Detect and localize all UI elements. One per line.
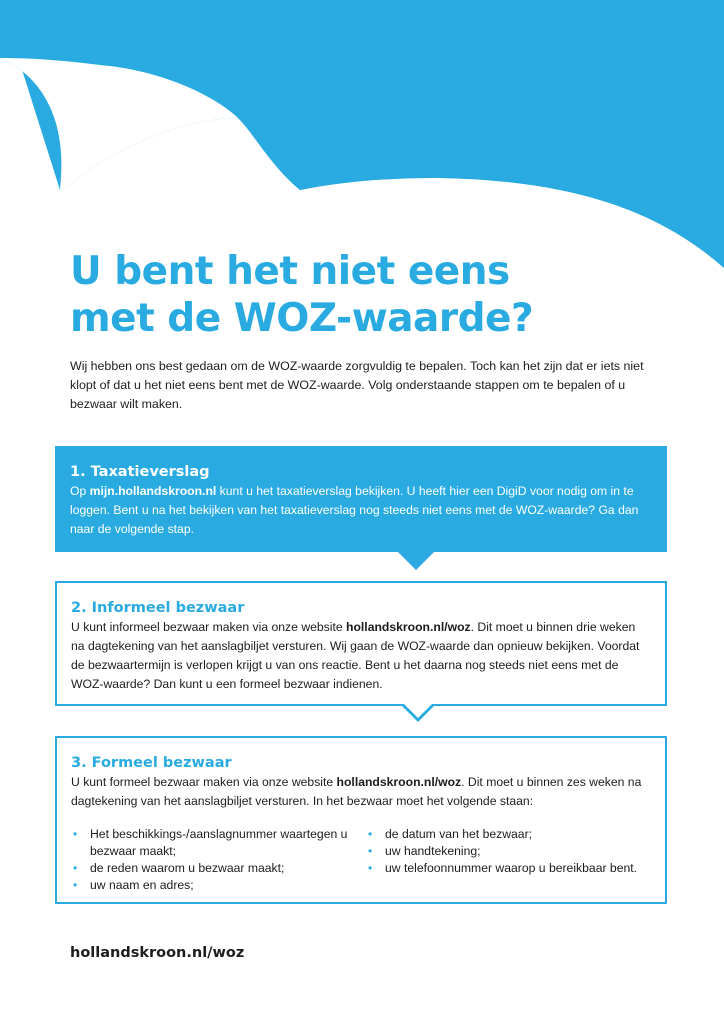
- requirements-list-right: [366, 826, 637, 894]
- step2-text-after: . Dit moet u binnen drie weken na dagtekening van het aanslagbiljet versturen. Wij gaan de WOZ-waarde dan opnieuw bekijken. Voordat de bezwaartermijn is verlopen krijgt u van ons reactie. Bent u het daarna nog steeds niet eens met de WOZ-waarde? Dan kunt u een formeel bezwaar indienen.: [71, 620, 640, 691]
- list-item-text: de reden waarom u bezwaar maakt;: [90, 861, 285, 875]
- footer-website-link[interactable]: hollandskroon.nl/woz: [70, 945, 245, 961]
- step-informeel-bezwaar: [55, 581, 667, 706]
- step1-text-after: kunt u het taxatieverslag bekijken. U heeft hier een DigiD voor nodig om in te loggen. Bent u na het bekijken van het taxatieverslag nog steeds niet eens met de WOZ-waarde? Ga dan naar de volgende stap.: [70, 484, 639, 536]
- step1-title: 1. Taxatieverslag: [70, 464, 210, 480]
- list-item-text: uw naam en adres;: [90, 878, 194, 892]
- requirements-list-left: [71, 826, 366, 894]
- step2-title: 2. Informeel bezwaar: [71, 600, 245, 616]
- step1-link[interactable]: mijn.hollandskroon.nl: [89, 484, 217, 498]
- list-item: [71, 826, 366, 860]
- requirements-list: [71, 826, 651, 894]
- step1-body: [70, 482, 651, 539]
- step3-title: 3. Formeel bezwaar: [71, 755, 232, 771]
- step2-down-arrow-inner: [403, 703, 433, 718]
- step3-link[interactable]: hollandskroon.nl/woz: [336, 775, 462, 789]
- step2-link[interactable]: hollandskroon.nl/woz: [346, 620, 471, 634]
- bullet-icon: •: [368, 844, 373, 858]
- bullet-icon: •: [368, 827, 373, 841]
- step-formeel-bezwaar: [55, 736, 667, 904]
- page-title-line1: U bent het niet eens: [70, 249, 510, 294]
- bullet-icon: •: [73, 827, 78, 841]
- list-item-text: Het beschikkings-/aanslagnummer waartegen u bezwaar maakt;: [90, 827, 348, 858]
- step3-text-after: . Dit moet u binnen zes weken na dagtekening van het aanslagbiljet versturen. In het bezwaar moet het volgende staan:: [71, 775, 642, 808]
- step1-text-before: Op: [70, 484, 90, 498]
- step1-down-arrow: [398, 552, 434, 570]
- step-taxatieverslag: [55, 446, 667, 552]
- step2-body: [71, 618, 651, 694]
- page-title-line2: met de WOZ-waarde?: [70, 296, 534, 341]
- bullet-icon: •: [73, 878, 78, 892]
- step2-text-before: U kunt informeel bezwaar maken via onze website: [71, 620, 347, 634]
- list-item: [366, 826, 637, 843]
- step3-body: [71, 773, 651, 811]
- list-item: [366, 843, 637, 860]
- bullet-icon: •: [368, 861, 373, 875]
- intro-paragraph: Wij hebben ons best gedaan om de WOZ-waarde zorgvuldig te bepalen. Toch kan het zijn dat er iets niet klopt of dat u het niet eens bent met de WOZ-waarde. Volg onderstaande stappen om te bepalen of u bezwaar wilt maken.: [70, 359, 644, 411]
- list-item: [71, 860, 366, 877]
- step3-text-before: U kunt formeel bezwaar maken via onze website: [71, 775, 337, 789]
- list-item-text: uw telefoonnummer waarop u bereikbaar bent.: [385, 861, 638, 875]
- bullet-icon: •: [73, 861, 78, 875]
- list-item: [71, 877, 366, 894]
- page-title: [70, 248, 670, 342]
- list-item: [366, 860, 637, 877]
- list-item-text: uw handtekening;: [385, 844, 481, 858]
- list-item-text: de datum van het bezwaar;: [385, 827, 533, 841]
